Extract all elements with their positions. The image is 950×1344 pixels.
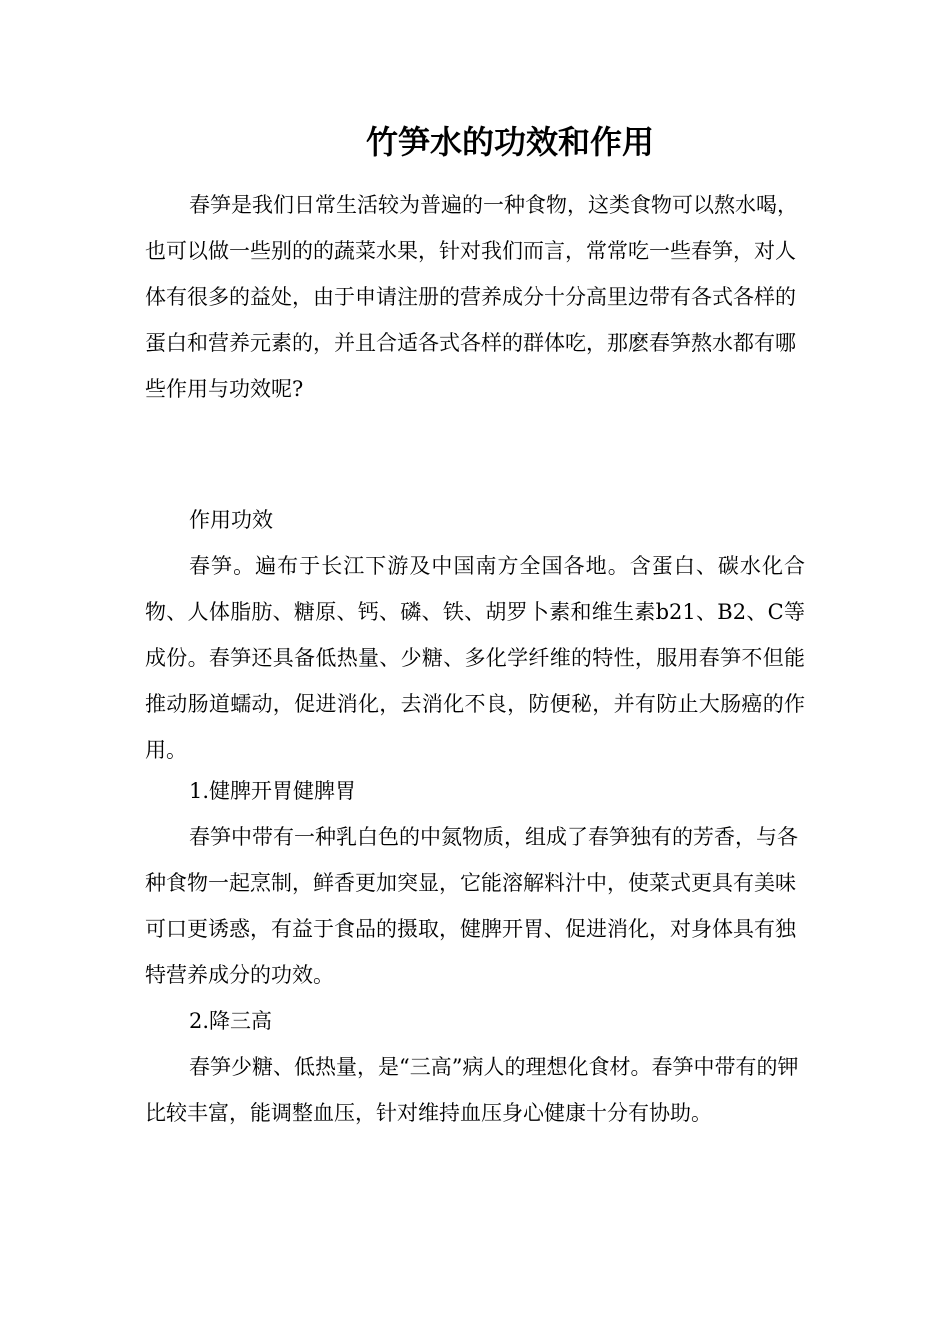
item2-heading: 2.降三高 (189, 1009, 273, 1033)
item2-body-paragraph: 春笋少糖、低热量，是“三高”病人的理想化食材。春笋中带有的钾比较丰富，能调整血压，针对维持血压身心健康十分有协助。 (145, 1055, 799, 1125)
document-title: 竹笋水的功效和作用 (365, 123, 654, 161)
intro-paragraph: 春笋是我们日常生活较为普遍的一种食物，这类食物可以熬水喝，也可以做一些别的的蔬菜水果，针对我们而言，常常吃一些春笋，对人体有很多的益处，由于申请注册的营养成分十分高里边带有各式各样的蛋白和营养元素的，并且合适各式各样的群体吃，那麽春笋熬水都有哪些作用与功效呢? (145, 193, 798, 401)
item1-heading: 1.健脾开胃健脾胃 (189, 779, 357, 803)
section-heading: 作用功效 (189, 508, 273, 532)
item1-body-paragraph: 春笋中带有一种乳白色的中氮物质，组成了春笋独有的芳香，与各种食物一起烹制，鲜香更加突显，它能溶解料汁中，使菜式更具有美味可口更诱惑，有益于食品的摄取，健脾开胃、促进消化，对身体具有独特营养成分的功效。 (145, 825, 798, 987)
section-body-paragraph: 春笋。遍布于长江下游及中国南方全国各地。含蛋白、碳水化合物、人体脂肪、糖原、钙、磷、铁、胡罗卜素和维生素b21、B2、C等成份。春笋还具备低热量、少糖、多化学纤维的特性，服用春笋不但能推动肠道蠕动，促进消化，去消化不良，防便秘，并有防止大肠癌的作用。 (145, 554, 805, 762)
